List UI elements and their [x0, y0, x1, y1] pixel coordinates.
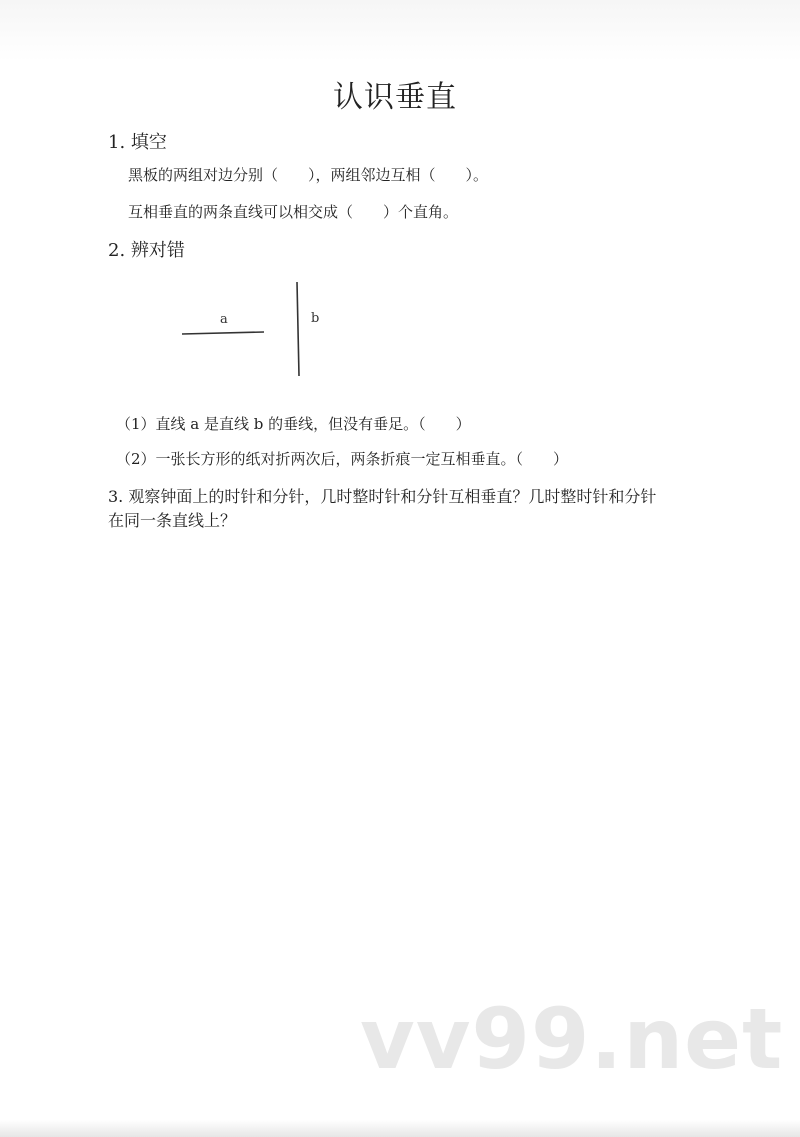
section-3-question: [108, 485, 656, 533]
label-a: a: [220, 312, 228, 327]
section-2-heading: 2. 辨对错: [108, 240, 185, 261]
true-false-item-2: （2）一张长方形的纸对折两次后，两条折痕一定互相垂直。（ ）: [116, 450, 569, 468]
section-3-line-1: 3. 观察钟面上的时针和分针，几时整时针和分针互相垂直？几时整时针和分针: [108, 487, 657, 506]
line-a: [182, 332, 264, 334]
page-top-shadow: [0, 0, 800, 62]
section-1-heading: 1. 填空: [108, 132, 167, 153]
watermark: vv99.net: [360, 990, 784, 1088]
section-3-line-2: 在同一条直线上？: [108, 511, 237, 530]
page-title: 认识垂直: [333, 80, 457, 115]
fill-blank-question-2: 互相垂直的两条直线可以相交成（ ）个直角。: [128, 203, 459, 221]
page-bottom-shadow: [0, 1120, 800, 1137]
lines-figure: [170, 276, 340, 386]
label-b: b: [311, 311, 320, 326]
fill-blank-question-1: 黑板的两组对边分别（ ），两组邻边互相（ ）。: [128, 166, 489, 184]
line-b: [297, 282, 299, 376]
true-false-item-1: （1）直线 a 是直线 b 的垂线，但没有垂足。（ ）: [116, 415, 471, 433]
